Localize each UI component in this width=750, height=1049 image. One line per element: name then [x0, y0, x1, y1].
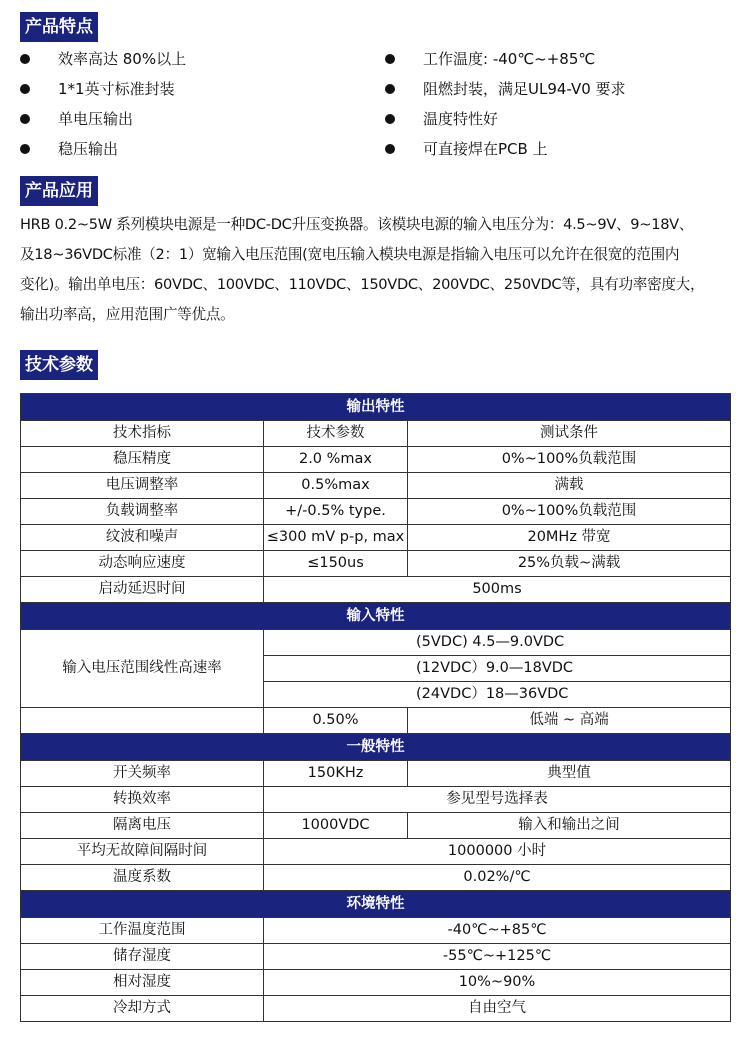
- table-row: 转换效率 参见型号选择表: [21, 787, 731, 813]
- application-line: 变化)。输出单电压：60VDC、100VDC、110VDC、150VDC、200VDC、250VDC等，具有功率密度大，: [20, 276, 705, 293]
- table-row: 储存湿度 -55℃~+125℃: [21, 944, 731, 970]
- table-row: 0.50% 低端 ~ 高端: [21, 708, 731, 734]
- bullet-icon: [20, 144, 30, 154]
- table-row: 启动延迟时间 500ms: [21, 577, 731, 603]
- table-row: 工作温度范围 -40℃~+85℃: [21, 918, 731, 944]
- application-title: 产品应用: [20, 176, 98, 206]
- table-row: 稳压精度 2.0 %max 0%~100%负载范围: [21, 447, 731, 473]
- bullet-icon: [385, 114, 395, 124]
- bullet-icon: [385, 84, 395, 94]
- table-row: 输入电压范围线性高速率 (5VDC) 4.5—9.0VDC: [21, 630, 731, 656]
- table-row: 隔离电压 1000VDC 输入和输出之间: [21, 813, 731, 839]
- table-row: 温度系数 0.02%/℃: [21, 865, 731, 891]
- table-row: 冷却方式 自由空气: [21, 996, 731, 1022]
- table-row: 纹波和噪声 ≤300 mV p-p, max 20MHz 带宽: [21, 525, 731, 551]
- table-row: 开关频率 150KHz 典型值: [21, 761, 731, 787]
- application-line: HRB 0.2~5W 系列模块电源是一种DC-DC升压变换器。该模块电源的输入电压分为：4.5~9V、9~18V、: [20, 216, 694, 233]
- table-row: 动态响应速度 ≤150us 25%负载~满载: [21, 551, 731, 577]
- table-row: (24VDC）18—36VDC: [21, 682, 731, 708]
- table-row: 相对湿度 10%~90%: [21, 970, 731, 996]
- table-row: (12VDC）9.0—18VDC: [21, 656, 731, 682]
- spec-table: [20, 393, 731, 1022]
- table-row: 平均无故障间隔时间 1000000 小时: [21, 839, 731, 865]
- bullet-icon: [20, 84, 30, 94]
- specs-title: 技术参数: [20, 350, 98, 380]
- bullet-icon: [20, 54, 30, 64]
- table-row: 电压调整率 0.5%max 满载: [21, 473, 731, 499]
- bullet-icon: [20, 114, 30, 124]
- output-header: 输出特性: [21, 394, 731, 421]
- features-title: 产品特点: [20, 12, 98, 42]
- bullet-icon: [385, 54, 395, 64]
- environment-header: 环境特性: [21, 891, 731, 918]
- bullet-icon: [385, 144, 395, 154]
- table-row: 负载调整率 +/-0.5% type. 0%~100%负载范围: [21, 499, 731, 525]
- application-paragraph: [20, 210, 732, 330]
- input-header: 输入特性: [21, 603, 731, 630]
- general-header: 一般特性: [21, 734, 731, 761]
- application-line: 及18~36VDC标准（2：1）宽输入电压范围(宽电压输入模块电源是指输入电压可以允许在很宽的范围内: [20, 246, 680, 263]
- table-row: 技术指标 技术参数 测试条件: [21, 421, 731, 447]
- application-line: 输出功率高，应用范围广等优点。: [20, 306, 235, 323]
